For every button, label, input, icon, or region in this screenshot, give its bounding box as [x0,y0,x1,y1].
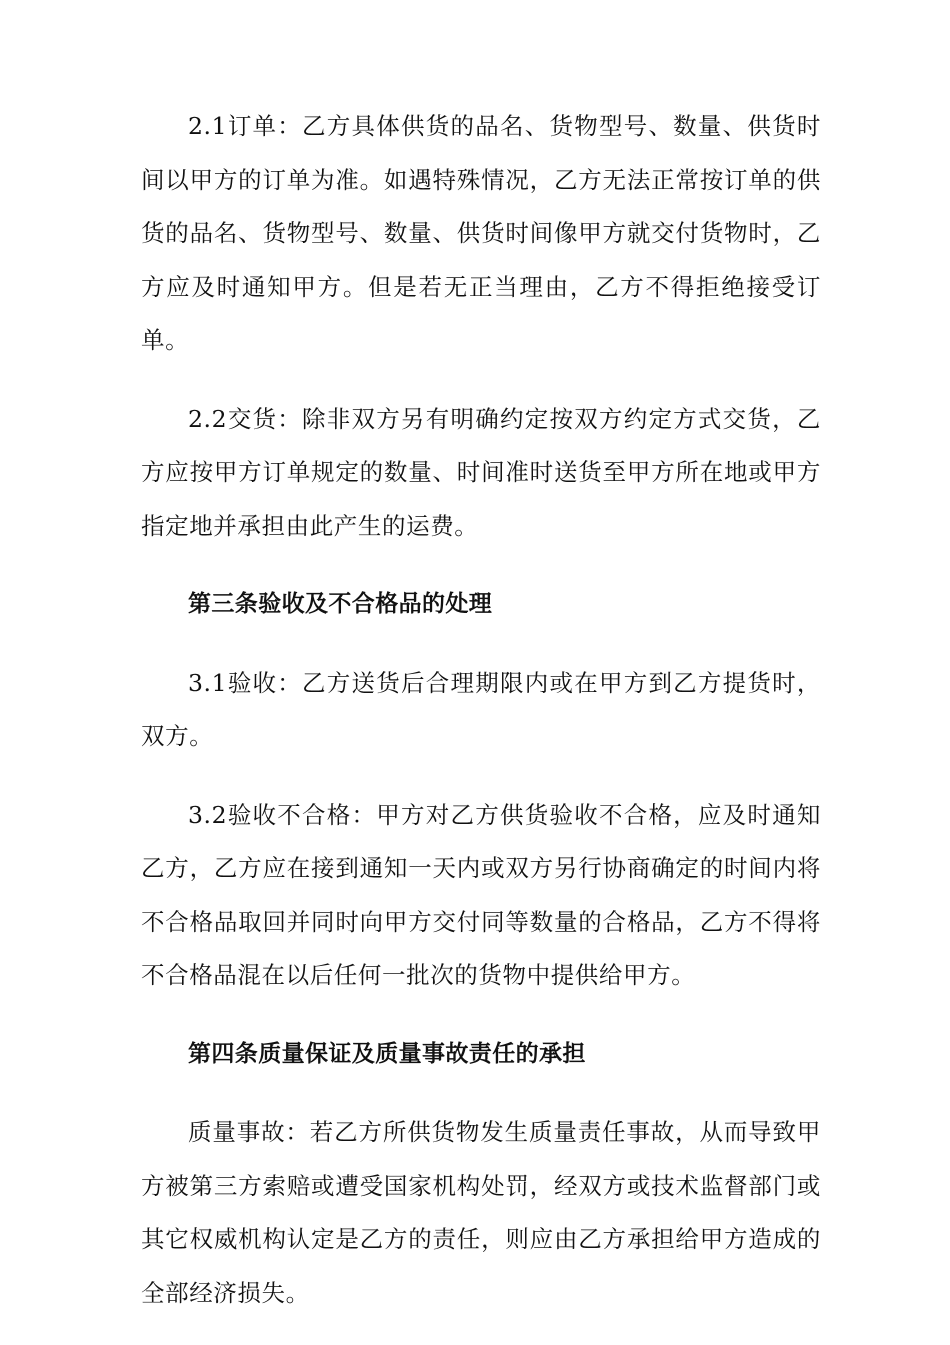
document-body [141,100,821,1345]
clause-3-2-nonconforming: 3.2验收不合格：甲方对乙方供货验收不合格，应及时通知乙方，乙方应在接到通知一天内或双方另行协商确定的时间内将不合格品取回并同时向甲方交付同等数量的合格品，乙方不得将不合格品混在以后任何一批次的货物中提供给甲方。 [141,800,821,989]
clause-2-2-delivery: 2.2交货：除非双方另有明确约定按双方约定方式交货，乙方应按甲方订单规定的数量、时间准时送货至甲方所在地或甲方指定地并承担由此产生的运费。 [141,404,821,540]
clause-quality-accident: 质量事故：若乙方所供货物发生质量责任事故，从而导致甲方被第三方索赔或遭受国家机构处罚，经双方或技术监督部门或其它权威机构认定是乙方的责任，则应由乙方承担给甲方造成的全部经济损失。 [141,1118,821,1307]
clause-2-1-order: 2.1订单：乙方具体供货的品名、货物型号、数量、供货时间以甲方的订单为准。如遇特殊情况，乙方无法正常按订单的供货的品名、货物型号、数量、供货时间像甲方就交付货物时，乙方应及时通知甲方。但是若无正当理由，乙方不得拒绝接受订单。 [141,112,821,354]
article-3-heading: 第三条验收及不合格品的处理 [188,591,493,617]
article-4-heading: 第四条质量保证及质量事故责任的承担 [188,1040,586,1067]
clause-3-1-inspection: 3.1验收：乙方送货后合理期限内或在甲方到乙方提货时，双方。 [141,668,821,750]
